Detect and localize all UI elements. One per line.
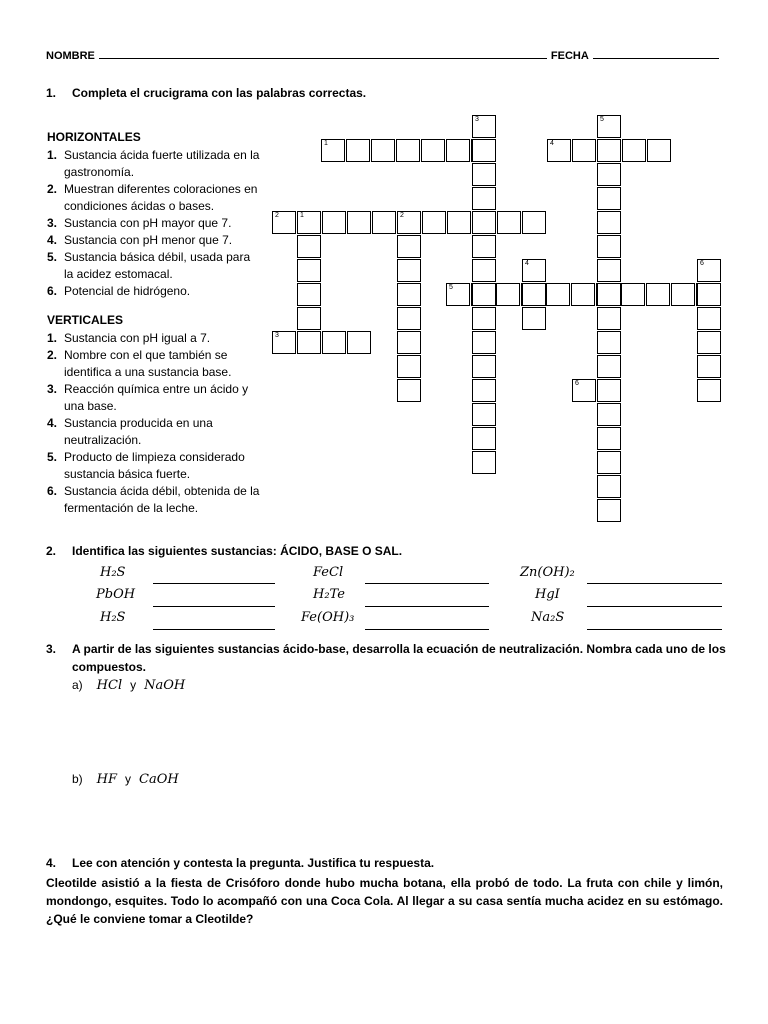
q1-title: Completa el crucigrama con las palabras correctas. (72, 86, 367, 100)
crossword-cell[interactable] (697, 331, 721, 354)
crossword-cell[interactable] (397, 355, 421, 378)
crossword-cell[interactable] (472, 187, 496, 210)
q3-item-b (72, 772, 179, 787)
crossword-cell[interactable] (622, 139, 646, 162)
crossword-cell[interactable] (297, 283, 321, 306)
crossword-cell[interactable] (646, 283, 670, 306)
cell-number: 1 (300, 212, 304, 219)
formula-r3c2: Fe(OH)₃ (301, 610, 355, 625)
crossword-cell[interactable] (597, 499, 621, 522)
crossword-cell[interactable] (497, 211, 521, 234)
crossword-cell[interactable] (347, 211, 371, 234)
q2-heading (46, 544, 402, 558)
cell-number: 4 (525, 260, 529, 267)
crossword-cell[interactable] (472, 139, 496, 162)
crossword-cell[interactable] (571, 283, 595, 306)
item-b-label: b) (72, 772, 83, 786)
horizontales-title: HORIZONTALES (47, 130, 141, 144)
crossword-cell[interactable] (422, 211, 446, 234)
cell-number: 4 (550, 140, 554, 147)
answer-blank[interactable] (365, 605, 489, 607)
crossword-cell[interactable] (522, 283, 546, 306)
answer-blank[interactable] (587, 605, 722, 607)
answer-blank[interactable] (587, 582, 722, 584)
cell-number: 5 (600, 116, 604, 123)
crossword-cell[interactable] (472, 163, 496, 186)
clue-text: Sustancia ácida fuerte utilizada en la gastronomía. (64, 148, 260, 179)
cell-number: 1 (324, 140, 328, 147)
crossword-cell[interactable] (522, 211, 546, 234)
clue-text: Producto de limpieza considerado sustancia básica fuerte. (64, 450, 245, 481)
cell-number: 6 (700, 260, 704, 267)
formula-r3c1: H₂S (100, 610, 126, 625)
clue-number: 5. (47, 450, 58, 464)
crossword-cell[interactable] (472, 451, 496, 474)
crossword-cell[interactable] (597, 451, 621, 474)
cell-number: 2 (400, 212, 404, 219)
crossword-cell[interactable] (397, 259, 421, 282)
crossword-cell[interactable] (597, 163, 621, 186)
cell-number: 2 (275, 212, 279, 219)
crossword-cell[interactable] (472, 115, 496, 138)
crossword-cell[interactable] (371, 139, 395, 162)
crossword-cell[interactable] (372, 211, 396, 234)
crossword-cell[interactable] (621, 283, 645, 306)
crossword-cell[interactable] (396, 139, 420, 162)
clue-text: Sustancia básica débil, usada para la acidez estomacal. (64, 250, 251, 281)
clue-text: Sustancia con pH menor que 7. (64, 233, 233, 247)
clue-number: 3. (47, 382, 58, 396)
q3-number: 3. (46, 642, 57, 656)
formula-r1c3: Zn(OH)₂ (520, 565, 575, 580)
crossword-cell[interactable] (671, 283, 695, 306)
cell-number: 6 (575, 380, 579, 387)
crossword-cell[interactable] (522, 307, 546, 330)
clue-text: Sustancia ácida débil, obtenida de la fermentación de la leche. (64, 484, 260, 515)
crossword-cell[interactable] (397, 379, 421, 402)
crossword-cell[interactable] (322, 211, 346, 234)
clue-text: Potencial de hidrógeno. (64, 284, 191, 298)
crossword-cell[interactable] (697, 379, 721, 402)
answer-blank[interactable] (153, 605, 275, 607)
crossword-cell[interactable] (697, 283, 721, 306)
clue-number: 3. (47, 216, 58, 230)
crossword-cell[interactable] (322, 331, 346, 354)
cell-number: 3 (475, 116, 479, 123)
clue-text: Muestran diferentes coloraciones en condiciones ácidas o bases. (64, 182, 258, 213)
crossword-cell[interactable] (447, 211, 471, 234)
crossword-cell[interactable] (597, 379, 621, 402)
crossword-cell[interactable] (597, 187, 621, 210)
crossword-cell[interactable] (297, 211, 321, 234)
clue-text: Reacción química entre un ácido y una base. (64, 382, 249, 413)
crossword-cell[interactable] (472, 331, 496, 354)
crossword-cell[interactable] (472, 403, 496, 426)
clue-number: 1. (47, 148, 58, 162)
clue-text: Sustancia con pH mayor que 7. (64, 216, 232, 230)
formula-r2c1: PbOH (96, 587, 136, 602)
item-b-y: y (125, 772, 132, 786)
crossword-cell[interactable] (472, 427, 496, 450)
q2-number: 2. (46, 544, 57, 558)
item-a-y: y (130, 678, 137, 692)
q3-item-a (72, 678, 185, 693)
answer-blank[interactable] (587, 628, 722, 630)
crossword-cell[interactable] (472, 307, 496, 330)
crossword-cell[interactable] (397, 331, 421, 354)
crossword-cell[interactable] (597, 283, 621, 306)
crossword-cell[interactable] (597, 211, 621, 234)
q3-heading (46, 640, 726, 676)
crossword-cell[interactable] (472, 235, 496, 258)
formula-r2c3: HgI (535, 587, 560, 602)
crossword-cell[interactable] (421, 139, 445, 162)
crossword-cell[interactable] (446, 283, 470, 306)
crossword-cell[interactable] (597, 139, 621, 162)
crossword-cell[interactable] (472, 259, 496, 282)
crossword-cell[interactable] (647, 139, 671, 162)
q2-title: Identifica las siguientes sustancias: ÁCIDO, BASE O SAL. (72, 544, 403, 558)
crossword-cell[interactable] (321, 139, 345, 162)
crossword-cell[interactable] (572, 139, 596, 162)
crossword-cell[interactable] (546, 283, 570, 306)
clue-text: Sustancia con pH igual a 7. (64, 331, 211, 345)
date-label: FECHA (550, 50, 589, 62)
item-b-acid: HF (96, 772, 118, 787)
crossword-cell[interactable] (697, 355, 721, 378)
clue-number: 1. (47, 331, 58, 345)
formula-r3c3: Na₂S (531, 610, 565, 625)
crossword-cell[interactable] (472, 283, 496, 306)
q4-title: Lee con atención y contesta la pregunta. Justifica tu respuesta. (72, 856, 435, 870)
crossword-cell[interactable] (297, 331, 321, 354)
crossword-cell[interactable] (297, 259, 321, 282)
name-label: NOMBRE (46, 50, 95, 62)
crossword-cell[interactable] (472, 211, 496, 234)
crossword-cell[interactable] (597, 259, 621, 282)
clue-text: Sustancia producida en una neutralización. (64, 416, 213, 447)
crossword-cell[interactable] (397, 283, 421, 306)
formula-r1c1: H₂S (100, 565, 126, 580)
clue-number: 4. (47, 233, 58, 247)
crossword-cell[interactable] (446, 139, 470, 162)
answer-blank[interactable] (365, 628, 489, 630)
item-a-label: a) (72, 678, 83, 692)
clue-text: Nombre con el que también se identifica a una sustancia base. (64, 348, 232, 379)
crossword-cell[interactable] (347, 331, 371, 354)
crossword-cell[interactable] (297, 307, 321, 330)
clue-number: 4. (47, 416, 58, 430)
crossword-cell[interactable] (472, 355, 496, 378)
crossword-cell[interactable] (397, 235, 421, 258)
crossword-cell[interactable] (397, 211, 421, 234)
clue-number: 5. (47, 250, 58, 264)
crossword-cell[interactable] (397, 307, 421, 330)
clue-number: 2. (47, 182, 58, 196)
answer-blank[interactable] (365, 582, 489, 584)
item-a-acid: HCl (96, 678, 123, 693)
crossword-cell[interactable] (597, 355, 621, 378)
cell-number: 5 (449, 284, 453, 291)
crossword-cell[interactable] (547, 139, 571, 162)
crossword-cell[interactable] (597, 475, 621, 498)
clue-number: 6. (47, 484, 58, 498)
crossword-cell[interactable] (272, 211, 296, 234)
clue-number: 2. (47, 348, 58, 362)
q3-title: A partir de las siguientes sustancias ácido-base, desarrolla la ecuación de neutralización. Nombra cada uno de los compuestos. (72, 642, 726, 674)
crossword-cell[interactable] (496, 283, 520, 306)
q4-heading (46, 856, 434, 870)
crossword-cell[interactable] (597, 307, 621, 330)
crossword-cell[interactable] (697, 259, 721, 282)
item-a-base: NaOH (144, 678, 186, 693)
cell-number: 3 (275, 332, 279, 339)
crossword-cell[interactable] (297, 235, 321, 258)
crossword-cell[interactable] (572, 379, 596, 402)
crossword-cell[interactable] (597, 115, 621, 138)
q1-number: 1. (46, 86, 57, 100)
crossword-cell[interactable] (597, 403, 621, 426)
crossword-cell[interactable] (346, 139, 370, 162)
crossword-cell[interactable] (597, 331, 621, 354)
verticales-title: VERTICALES (47, 313, 124, 327)
crossword-cell[interactable] (272, 331, 296, 354)
formula-r1c2: FeCl (313, 565, 344, 580)
crossword-cell[interactable] (472, 379, 496, 402)
crossword-cell[interactable] (597, 427, 621, 450)
answer-blank[interactable] (153, 628, 275, 630)
item-b-base: CaOH (139, 772, 179, 787)
q4-paragraph: Cleotilde asistió a la fiesta de Crisóforo donde hubo mucha botana, ella probó de todo. La fruta con chile y limón, mondongo, esquites. Todo lo acompañó con una Coca Cola. Al llegar a su casa sentía mucha acidez en su estómago. ¿Qué le conviene tomar a Cleotilde? (46, 876, 723, 926)
formula-r2c2: H₂Te (313, 587, 345, 602)
answer-blank[interactable] (153, 582, 275, 584)
clue-number: 6. (47, 284, 58, 298)
q4-number: 4. (46, 856, 57, 870)
crossword-cell[interactable] (597, 235, 621, 258)
crossword-cell[interactable] (522, 259, 546, 282)
crossword-cell[interactable] (697, 307, 721, 330)
